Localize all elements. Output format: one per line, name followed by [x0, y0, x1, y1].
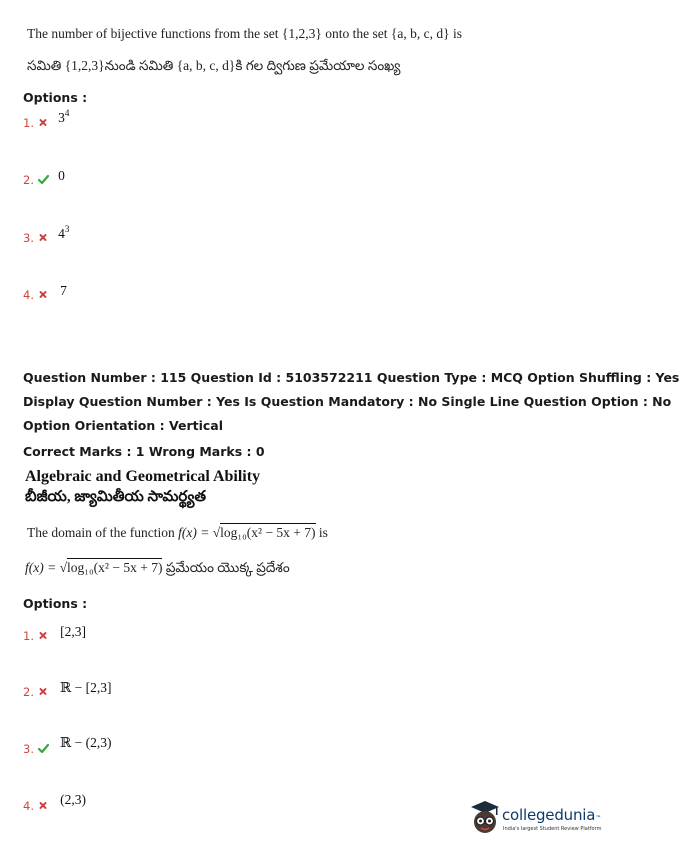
q114-option-4[interactable]	[23, 284, 67, 303]
q115-option-1[interactable]	[23, 625, 86, 644]
cross-icon	[38, 233, 47, 242]
option-number: 4.	[23, 288, 34, 302]
option-value: ℝ − (2,3)	[60, 735, 112, 750]
cross-icon	[38, 801, 47, 810]
collegedunia-logo[interactable]	[470, 798, 602, 838]
option-value: 7	[60, 283, 67, 298]
cross-icon	[38, 118, 47, 127]
cross-icon	[38, 687, 47, 696]
q114-english-text: The number of bijective functions from the set {1,2,3} onto the set {a, b, c, d} is	[27, 26, 462, 41]
logo-tagline: India's largest Student Review Platform	[503, 826, 602, 832]
option-number: 3.	[23, 742, 34, 756]
option-value: 43	[58, 224, 70, 241]
q115-meta-line-1: Question Number : 115 Question Id : 5103572211 Question Type : MCQ Option Shuffling : Yes	[23, 370, 679, 385]
cross-icon	[38, 290, 47, 299]
option-number: 4.	[23, 799, 34, 813]
q115-option-3[interactable]	[23, 735, 112, 757]
q115-options-label: Options :	[23, 596, 88, 611]
option-number: 2.	[23, 685, 34, 699]
q114-options-label: Options :	[23, 90, 88, 105]
check-icon	[38, 175, 49, 184]
q114-option-2[interactable]	[23, 169, 65, 188]
option-value: ℝ − [2,3]	[60, 680, 112, 695]
q115-meta-line-3: Option Orientation : Vertical	[23, 418, 224, 433]
q115-option-4[interactable]	[23, 792, 86, 814]
q115-marks: Correct Marks : 1 Wrong Marks : 0	[23, 444, 265, 459]
option-number: 1.	[23, 116, 34, 130]
q115-meta-line-2: Display Question Number : Yes Is Question Mandatory : No Single Line Question Option : No	[23, 394, 672, 409]
q115-topic-telugu: బీజీయ, జ్యామితీయ సామర్థ్యత	[25, 489, 207, 505]
option-value: (2,3)	[60, 792, 86, 807]
option-number: 3.	[23, 231, 34, 245]
q115-option-2[interactable]	[23, 681, 112, 700]
q114-option-1[interactable]	[23, 108, 70, 131]
logo-wordmark: collegedunia™	[502, 806, 602, 824]
q115-english-text: The domain of the function f(x) = √log₁₀(x² − 5x + 7) is	[27, 525, 328, 540]
graduate-owl-icon	[470, 800, 500, 836]
option-value: 34	[58, 108, 70, 125]
option-value: [2,3]	[60, 624, 86, 639]
check-icon	[38, 744, 49, 753]
q115-telugu-text: f(x) = √log₁₀(x² − 5x + 7) ప్రమేయం యొక్క ప్రదేశం	[25, 560, 290, 575]
q114-option-3[interactable]	[23, 224, 70, 246]
option-number: 1.	[23, 629, 34, 643]
q114-telugu-text: సమితి {1,2,3}నుండి సమితి {a, b, c, d}కి గల ద్విగుణ ప్రమేయాల సంఖ్య	[27, 58, 401, 73]
option-number: 2.	[23, 173, 34, 187]
option-value: 0	[58, 168, 65, 183]
cross-icon	[38, 631, 47, 640]
q115-topic-english: Algebraic and Geometrical Ability	[25, 468, 261, 485]
